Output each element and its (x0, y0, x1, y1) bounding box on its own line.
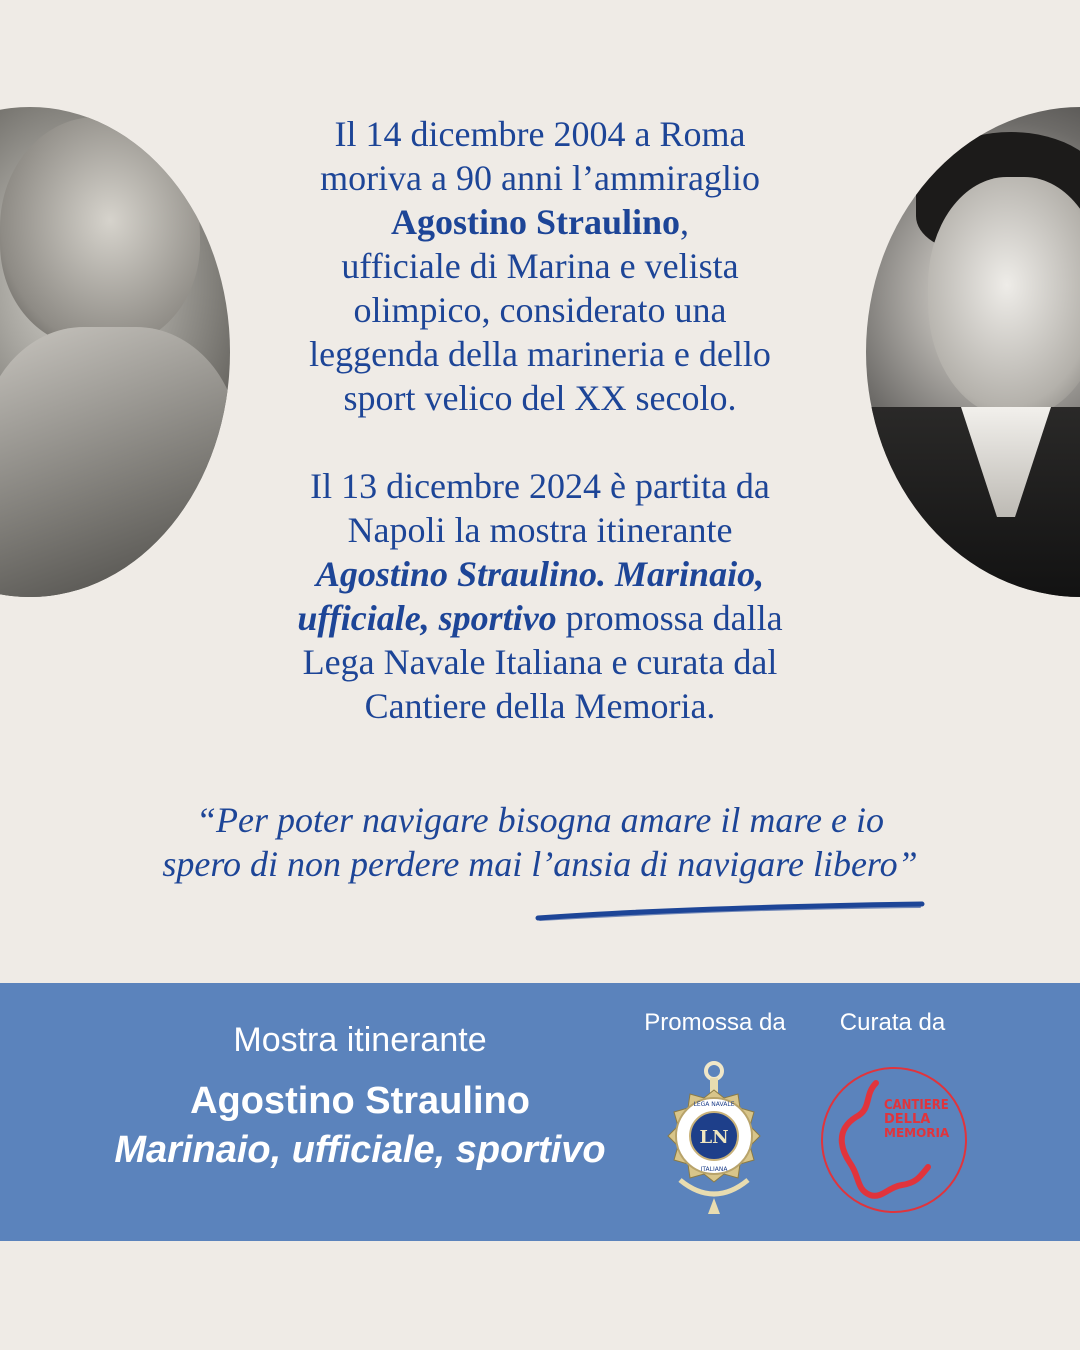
cantiere-della-memoria-logo (816, 1065, 972, 1215)
exhibition-paragraph (220, 464, 860, 728)
portrait-photo-right (866, 107, 1080, 597)
intro-line: leggenda della marineria e dello (309, 334, 771, 374)
intro-line: moriva a 90 anni l’ammiraglio (320, 158, 760, 198)
exhibition-title-line: Agostino Straulino. Marinaio, (315, 554, 765, 594)
intro-paragraph (220, 112, 860, 420)
admiral-name: Agostino Straulino (390, 202, 681, 242)
footer-exhibition-subtitle: Marinaio, ufficiale, sportivo (114, 1129, 606, 1171)
quote-line: “Per poter navigare bisogna amare il mare e io (196, 800, 884, 840)
svg-text:LEGA NAVALE: LEGA NAVALE (693, 1101, 735, 1108)
exhibition-line: Lega Navale Italiana e curata dal (302, 642, 778, 682)
svg-text:LN: LN (699, 1127, 729, 1148)
footer-exhibition-name: Agostino Straulino (190, 1080, 530, 1122)
intro-name-line: Agostino Straulino, (390, 202, 690, 242)
portrait-photo-left (0, 107, 230, 597)
exhibition-line: Cantiere della Memoria. (364, 686, 716, 726)
promoted-by-label: Promossa da (644, 1009, 786, 1036)
footer-banner (0, 983, 1080, 1241)
quote-line: spero di non perdere mai l’ansia di navigare libero” (162, 844, 918, 884)
intro-line: Il 14 dicembre 2004 a Roma (334, 114, 746, 154)
lega-navale-logo (660, 1058, 768, 1218)
straulino-quote (110, 798, 970, 886)
brush-underline (530, 896, 930, 926)
exhibition-line: Il 13 dicembre 2024 è partita da (310, 466, 770, 506)
svg-text:CANTIERE: CANTIERE (884, 1098, 949, 1113)
exhibition-title-line: ufficiale, sportivo promossa dalla (297, 598, 783, 638)
intro-line: sport velico del XX secolo. (343, 378, 737, 418)
exhibition-line: Napoli la mostra itinerante (347, 510, 733, 550)
footer-mostra-label: Mostra itinerante (233, 1021, 487, 1059)
svg-text:MEMORIA: MEMORIA (884, 1126, 950, 1140)
curated-by-label: Curata da (839, 1009, 946, 1036)
svg-text:ITALIANA: ITALIANA (700, 1166, 728, 1173)
intro-line: ufficiale di Marina e velista (341, 246, 739, 286)
svg-text:DELLA: DELLA (884, 1112, 931, 1127)
intro-line: olimpico, considerato una (353, 290, 727, 330)
